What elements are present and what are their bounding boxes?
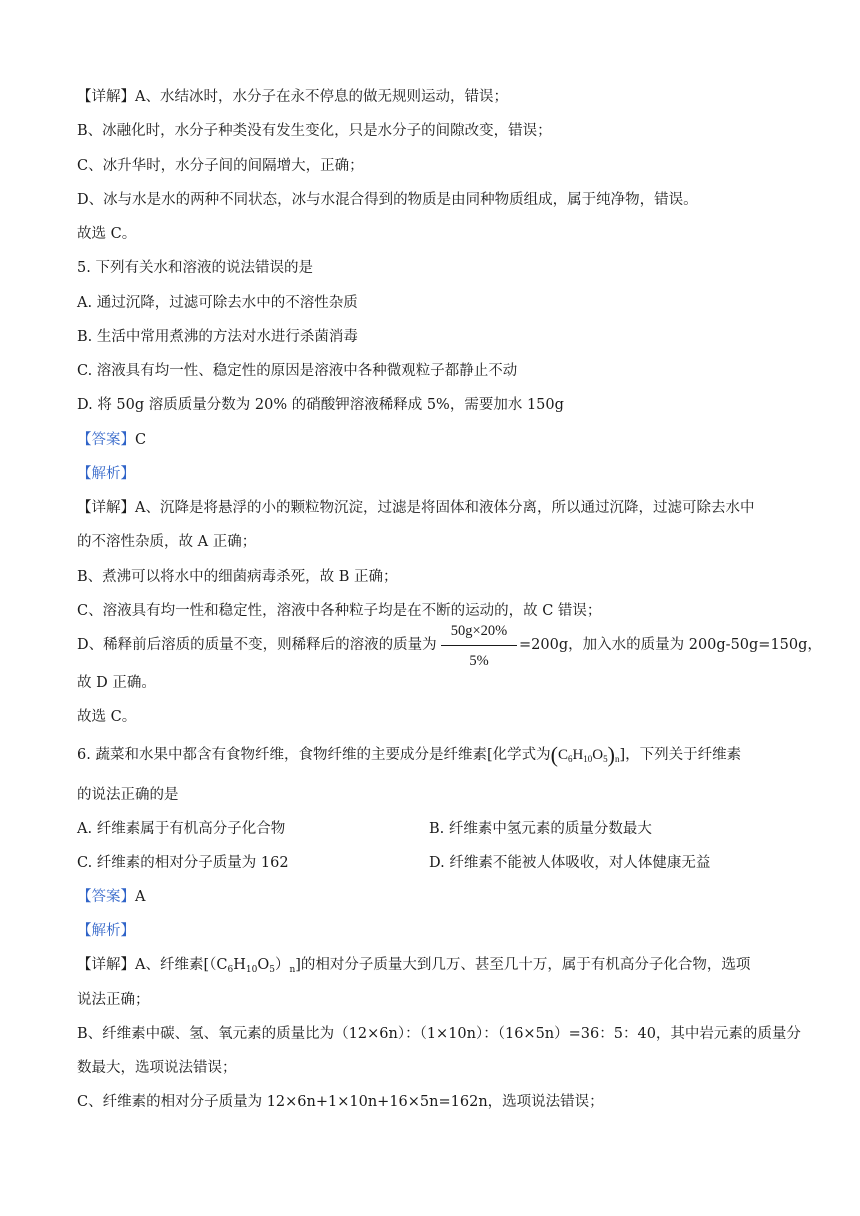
q6-stem-line2: 的说法正确的是: [77, 787, 179, 803]
q5-option-d: D. 将 50g 溶质质量分数为 20% 的硝酸钾溶液稀释成 5%，需要加水 150g: [77, 397, 564, 413]
answer-value: A: [135, 889, 146, 905]
q6-answer: [77, 887, 145, 907]
q6-detail-b-line1: B、纤维素中碳、氢、氧元素的质量比为（12×6n）：（1×10n）：（16×5n）=36：5：40，其中岩元素的质量分: [77, 1026, 801, 1042]
q5-detail-a-line1: 【详解】A、沉降是将悬浮的小的颗粒物沉淀，过滤是将固体和液体分离，所以通过沉降，过滤可除去水中: [77, 500, 755, 516]
q6-stem-line1: [77, 742, 742, 767]
q6-option-c: C. 纤维素的相对分子质量为 162: [77, 855, 289, 871]
q6-analysis-tag: 【解析】: [77, 923, 135, 939]
answer-value: C: [135, 432, 147, 448]
q6-option-d: D. 纤维素不能被人体吸收，对人体健康无益: [429, 855, 711, 871]
q6-option-b: B. 纤维素中氢元素的质量分数最大: [429, 821, 652, 837]
cellulose-formula-inline: $_6H_{10}O_5)_n$: [227, 957, 296, 975]
q5-detail-b: B、煮沸可以将水中的细菌病毒杀死，故 B 正确；: [77, 569, 398, 585]
q6-detail-a-line2: 说法正确；: [77, 992, 150, 1008]
q6-detail-c: C、纤维素的相对分子质量为 12×6n+1×10n+16×5n=162n，选项说法错误；: [77, 1094, 604, 1110]
q5-option-c: C. 溶液具有均一性、稳定性的原因是溶液中各种微观粒子都静止不动: [77, 363, 518, 379]
q5-stem: 5. 下列有关水和溶液的说法错误的是: [77, 260, 313, 276]
q5-analysis-tag: 【解析】: [77, 466, 135, 482]
q5-detail-d-pre: D、稀释前后溶质的质量不变，则稀释后的溶液的质量为: [77, 637, 437, 653]
dilution-fraction: [441, 620, 517, 672]
fraction-bar: [441, 645, 517, 646]
answer-tag: 【答案】: [77, 432, 135, 448]
q4-detail-b: B、冰融化时，水分子种类没有发生变化，只是水分子的间隙改变，错误；: [77, 123, 552, 139]
answer-tag: 【答案】: [77, 889, 135, 905]
q6-detail-a-post: ]的相对分子质量大到几万、甚至几十万，属于有机高分子化合物，选项: [295, 957, 751, 973]
cellulose-formula: $(C_6H_{10}O_5)_n$: [550, 742, 620, 767]
q4-detail-a: 【详解】A、水结冰时，水分子在永不停息的做无规则运动，错误；: [77, 89, 508, 105]
q6-stem-post: ]，下列关于纤维素: [619, 747, 742, 763]
q5-option-a: A. 通过沉降，过滤可除去水中的不溶性杂质: [77, 295, 358, 311]
q6-stem-pre: 6. 蔬菜和水果中都含有食物纤维，食物纤维的主要成分是纤维素[化学式为: [77, 747, 551, 763]
q4-choice: 故选 C。: [77, 226, 137, 242]
q5-detail-c: C、溶液具有均一性和稳定性，溶液中各种粒子均是在不断的运动的，故 C 错误；: [77, 603, 602, 619]
q5-choice: 故选 C。: [77, 709, 137, 725]
q5-detail-d-line2: 故 D 正确。: [77, 675, 156, 691]
fraction-numerator: 50g×20%: [450, 623, 508, 639]
q4-detail-d: D、冰与水是水的两种不同状态，冰与水混合得到的物质是由同种物质组成，属于纯净物，错误。: [77, 192, 698, 208]
q6-detail-b-line2: 数最大，选项说法错误；: [77, 1060, 237, 1076]
q5-detail-d-post: =200g，加入水的质量为 200g-50g=150g，: [519, 637, 822, 653]
q6-detail-a-pre: 【详解】A、纤维素[（C: [77, 957, 228, 973]
q5-answer: [77, 430, 146, 450]
fraction-denominator: 5%: [469, 653, 489, 669]
q6-option-a: A. 纤维素属于有机高分子化合物: [77, 821, 286, 837]
q6-detail-a-line1: [77, 955, 750, 975]
q5-detail-a-line2: 的不溶性杂质，故 A 正确；: [77, 534, 257, 550]
q5-option-b: B. 生活中常用煮沸的方法对水进行杀菌消毒: [77, 329, 358, 345]
q4-detail-c: C、冰升华时，水分子间的间隔增大，正确；: [77, 158, 364, 174]
